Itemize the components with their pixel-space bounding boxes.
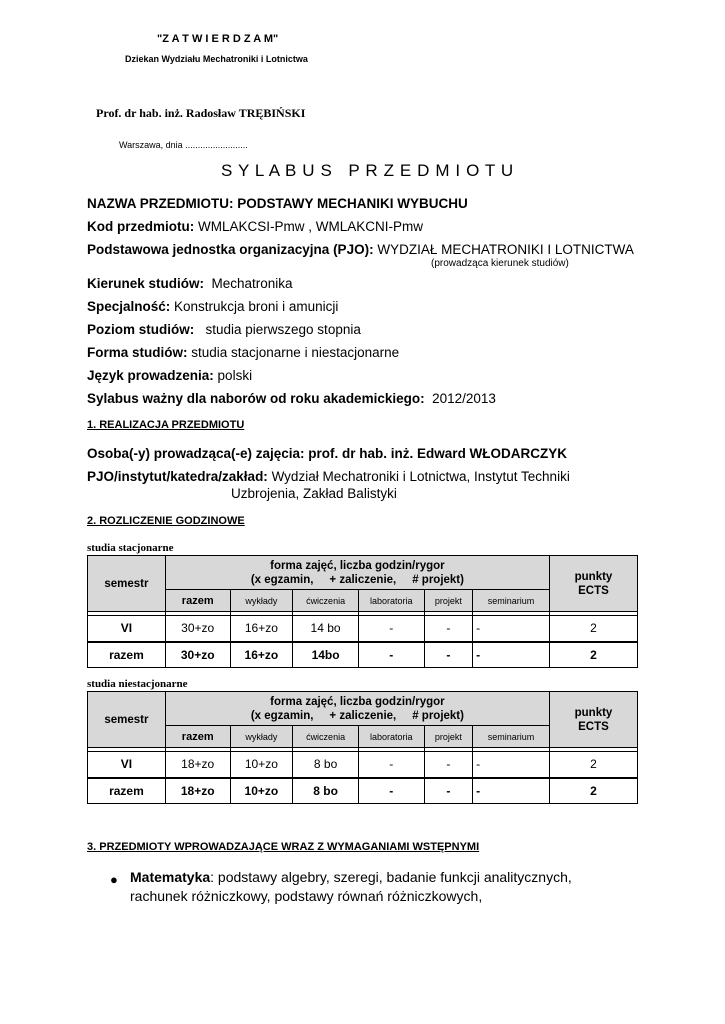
hours-table-stacjonarne	[87, 555, 638, 668]
header-forma	[165, 692, 549, 726]
pjo	[87, 242, 634, 257]
header-forma	[165, 556, 549, 590]
section-3-title: 3. PRZEDMIOTY WPROWADZAJĄCE WRAZ Z WYMAGANIAMI WSTĘPNYMI	[87, 841, 480, 853]
cell-seminarium: -	[473, 778, 550, 804]
table-row-total	[88, 642, 638, 668]
prerequisite-item	[130, 869, 572, 885]
subject-code	[87, 219, 423, 234]
col-projekt: projekt	[424, 726, 473, 748]
cell-projekt: -	[424, 752, 473, 778]
instructor: Osoba(-y) prowadząca(-e) zajęcia: prof. dr hab. inż. Edward WŁODARCZYK	[87, 446, 568, 461]
validity-label: Sylabus ważny dla naborów od roku akademickiego:	[87, 391, 425, 406]
cell-projekt: -	[424, 642, 473, 668]
col-projekt: projekt	[424, 590, 473, 612]
col-wyklady: wykłady	[230, 726, 293, 748]
signatory: Prof. dr hab. inż. Radosław TRĘBIŃSKI	[96, 106, 306, 120]
table-row	[88, 752, 638, 778]
language	[87, 368, 252, 383]
cell-razem: 30+zo	[165, 642, 230, 668]
subject-name: NAZWA PRZEDMIOTU: PODSTAWY MECHANIKI WYBUCHU	[87, 196, 468, 211]
direction-value: Mechatronika	[204, 276, 293, 291]
document-title: S Y L A B U S P R Z E D M I O T U	[221, 161, 514, 180]
prerequisite-text-2: rachunek różniczkowy, podstawy równań różniczkowych,	[130, 888, 483, 904]
study-level-label: Poziom studiów:	[87, 322, 195, 337]
col-seminarium: seminarium	[473, 726, 550, 748]
cell-ects: 2	[549, 778, 637, 804]
cell-seminarium: -	[473, 642, 550, 668]
cell-projekt: -	[424, 616, 473, 642]
table-row	[88, 616, 638, 642]
cell-laboratoria: -	[358, 642, 424, 668]
pjo-institute-label: PJO/instytut/katedra/zakład:	[87, 469, 268, 484]
bullet-icon: ●	[110, 872, 118, 887]
study-form-value: studia stacjonarne i niestacjonarne	[187, 345, 400, 360]
validity-value: 2012/2013	[424, 391, 496, 406]
pjo-label: Podstawowa jednostka organizacyjna (PJO):	[87, 242, 374, 257]
specialization	[87, 299, 338, 314]
col-seminarium: seminarium	[473, 590, 550, 612]
approval-title: "Z A T W I E R D Z A M"	[157, 33, 279, 45]
cell-razem: 30+zo	[165, 616, 230, 642]
subject-code-label: Kod przedmiotu:	[87, 219, 195, 234]
col-cwiczenia: ćwiczenia	[293, 590, 359, 612]
cell-laboratoria: -	[358, 616, 424, 642]
col-razem: razem	[165, 726, 230, 748]
hours-table-niestacjonarne	[87, 691, 638, 804]
direction-label: Kierunek studiów:	[87, 276, 205, 291]
cell-wyklady: 16+zo	[230, 616, 293, 642]
cell-ects: 2	[549, 642, 637, 668]
header-ects	[549, 692, 637, 748]
cell-seminarium: -	[473, 752, 550, 778]
study-form	[87, 345, 399, 360]
place-date: Warszawa, dnia .........................	[119, 140, 248, 150]
cell-wyklady: 10+zo	[230, 752, 293, 778]
section-1-title: 1. REALIZACJA PRZEDMIOTU	[87, 419, 245, 431]
header-ects-line-1: punkty	[574, 570, 613, 583]
study-level	[87, 322, 361, 337]
direction	[87, 276, 293, 291]
cell-semester: razem	[88, 642, 166, 668]
cell-laboratoria: -	[358, 778, 424, 804]
header-forma-line-1: forma zajęć, liczba godzin/rygor	[270, 559, 445, 572]
header-forma-line-2: (x egzamin, + zaliczenie, # projekt)	[250, 573, 464, 586]
header-forma-line-2: (x egzamin, + zaliczenie, # projekt)	[250, 709, 464, 722]
header-ects-line-2: ECTS	[578, 584, 609, 597]
pjo-value: WYDZIAŁ MECHATRONIKI I LOTNICTWA	[373, 242, 634, 257]
cell-projekt: -	[424, 778, 473, 804]
cell-cwiczenia: 14bo	[293, 642, 359, 668]
col-wyklady: wykłady	[230, 590, 293, 612]
col-cwiczenia: ćwiczenia	[293, 726, 359, 748]
cell-wyklady: 10+zo	[230, 778, 293, 804]
niestacjonarne-label: studia niestacjonarne	[87, 678, 188, 690]
cell-semester: VI	[88, 616, 166, 642]
cell-cwiczenia: 8 bo	[293, 752, 359, 778]
cell-wyklady: 16+zo	[230, 642, 293, 668]
header-forma-line-1: forma zajęć, liczba godzin/rygor	[270, 695, 445, 708]
cell-ects: 2	[549, 616, 637, 642]
dean-title: Dziekan Wydziału Mechatroniki i Lotnictwa	[125, 54, 308, 64]
cell-ects: 2	[549, 752, 637, 778]
table-row-total	[88, 778, 638, 804]
cell-laboratoria: -	[358, 752, 424, 778]
header-semestr: semestr	[88, 692, 166, 748]
cell-razem: 18+zo	[165, 752, 230, 778]
header-semestr: semestr	[88, 556, 166, 612]
cell-razem: 18+zo	[165, 778, 230, 804]
header-ects-line-2: ECTS	[578, 720, 609, 733]
specialization-label: Specjalność:	[87, 299, 171, 314]
cell-seminarium: -	[473, 616, 550, 642]
prerequisite-label: Matematyka	[130, 869, 211, 885]
header-ects	[549, 556, 637, 612]
cell-semester: VI	[88, 752, 166, 778]
language-value: polski	[213, 368, 253, 383]
study-level-value: studia pierwszego stopnia	[194, 322, 361, 337]
language-label: Język prowadzenia:	[87, 368, 214, 383]
cell-cwiczenia: 14 bo	[293, 616, 359, 642]
prerequisite-text-1: : podstawy algebry, szeregi, badanie funkcji analitycznych,	[210, 869, 572, 885]
stacjonarne-label: studia stacjonarne	[87, 542, 174, 554]
pjo-institute	[87, 469, 570, 484]
subject-code-value: WMLAKCSI-Pmw , WMLAKCNI-Pmw	[194, 219, 424, 234]
pjo-institute-value-1: Wydział Mechatroniki i Lotnictwa, Instytut Techniki	[267, 469, 570, 484]
pjo-institute-value-2: Uzbrojenia, Zakład Balistyki	[231, 486, 397, 501]
cell-semester: razem	[88, 778, 166, 804]
specialization-value: Konstrukcja broni i amunicji	[170, 299, 339, 314]
pjo-note: (prowadząca kierunek studiów)	[431, 258, 569, 269]
cell-cwiczenia: 8 bo	[293, 778, 359, 804]
col-laboratoria: laboratoria	[358, 726, 424, 748]
col-laboratoria: laboratoria	[358, 590, 424, 612]
section-2-title: 2. ROZLICZENIE GODZINOWE	[87, 515, 245, 527]
header-ects-line-1: punkty	[574, 706, 613, 719]
col-razem: razem	[165, 590, 230, 612]
study-form-label: Forma studiów:	[87, 345, 188, 360]
validity	[87, 391, 496, 406]
